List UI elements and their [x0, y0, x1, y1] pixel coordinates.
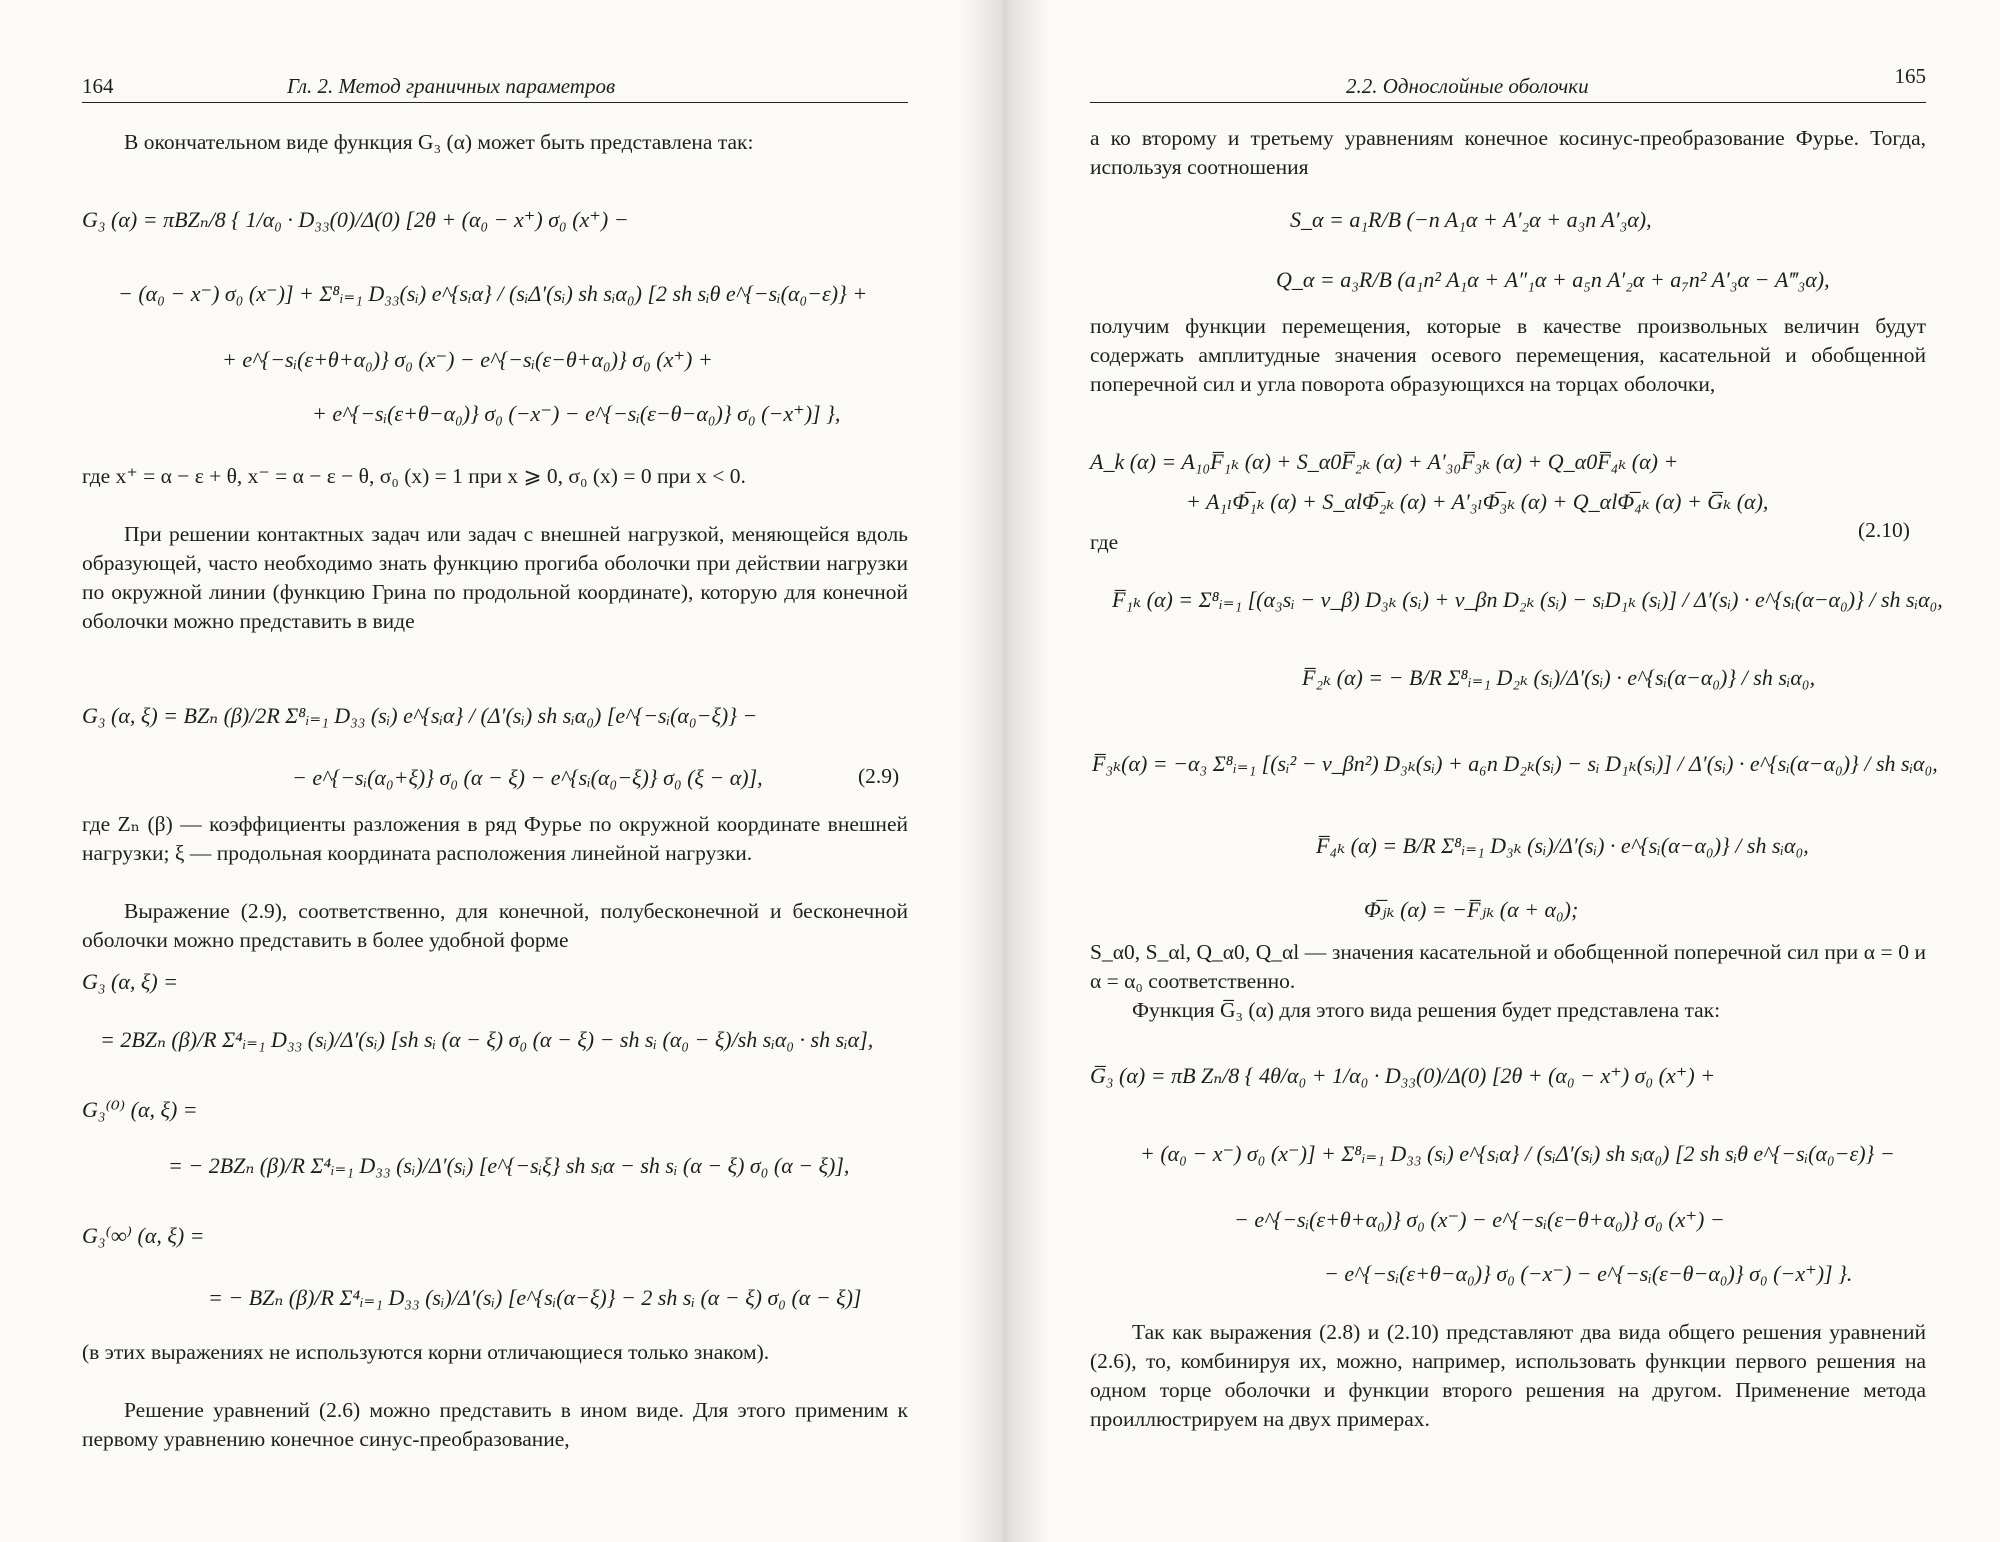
- equation-number: (2.9): [858, 764, 900, 788]
- equation-line: − (α₀ − x⁻) σ₀ (x⁻)] + Σ⁸ᵢ₌₁ D₃₃(sᵢ) e^{sᵢα} / (sᵢΔ′(sᵢ) sh sᵢα₀) [2 sh sᵢθ e^{−sᵢ(α₀−ε)} +: [118, 281, 868, 306]
- page-number: 164: [82, 74, 114, 98]
- equation-line: G₃ (α, ξ) = BZₙ (β)/2R Σ⁸ᵢ₌₁ D₃₃ (sᵢ) e^{sᵢα} / (Δ′(sᵢ) sh sᵢα₀) [e^{−sᵢ(α₀−ξ)} −: [82, 703, 758, 728]
- equation-line: G₃ (α) = πBZₙ/8 { 1/α₀ · D₃₃(0)/Δ(0) [2θ + (α₀ − x⁺) σ₀ (x⁺) −: [82, 207, 629, 232]
- equation-line: F̅₁ₖ (α) = Σ⁸ᵢ₌₁ [(α₃sᵢ − v_β) D₃ₖ (sᵢ) + v_βn D₂ₖ (sᵢ) − sᵢD₁ₖ (sᵢ)] / Δ′(sᵢ) · e^{sᵢ(α−α₀)} / sh sᵢα₀,: [1112, 587, 1943, 612]
- paragraph: где x⁺ = α − ε + θ, x⁻ = α − ε − θ, σ₀ (x) = 1 при x ⩾ 0, σ₀ (x) = 0 при x < 0.: [82, 464, 746, 488]
- equation-line: − e^{−sᵢ(α₀+ξ)} σ₀ (α − ξ) − e^{sᵢ(α₀−ξ)} σ₀ (ξ − α)],: [292, 765, 763, 790]
- paragraph: Решение уравнений (2.6) можно представить в ином виде. Для этого применим к первому уравнению конечное синус-преобразование,: [82, 1398, 908, 1451]
- equation-line: + (α₀ − x⁻) σ₀ (x⁻)] + Σ⁸ᵢ₌₁ D₃₃ (sᵢ) e^{sᵢα} / (sᵢΔ′(sᵢ) sh sᵢα₀) [2 sh sᵢθ e^{−sᵢ(α₀−ε)} −: [1140, 1141, 1895, 1166]
- equation-line: F̅₃ₖ(α) = −α₃ Σ⁸ᵢ₌₁ [(sᵢ² − v_βn²) D₃ₖ(sᵢ) + a₆n D₂ₖ(sᵢ) − sᵢ D₁ₖ(sᵢ)] / Δ′(sᵢ) · e^{sᵢ(α−α₀)} / sh sᵢα₀,: [1092, 751, 1938, 776]
- page-number: 165: [1894, 64, 1926, 88]
- paragraph: В окончательном виде функция G₃ (α) может быть представлена так:: [124, 130, 754, 154]
- equation-line: S_α = a₁R/B (−n A₁α + A′₂α + a₃n A′₃α),: [1290, 207, 1652, 232]
- equation-line: + A₁ₗΦ̅₁ₖ (α) + S_αlΦ̅₂ₖ (α) + A′₃ₗΦ̅₃ₖ (α) + Q_αlΦ̅₄ₖ (α) + G̅ₖ (α),: [1186, 489, 1769, 514]
- paragraph: где: [1090, 530, 1119, 554]
- equation-line: G₃⁽⁰⁾ (α, ξ) =: [82, 1097, 198, 1122]
- equation-line: + e^{−sᵢ(ε+θ+α₀)} σ₀ (x⁻) − e^{−sᵢ(ε−θ+α₀)} σ₀ (x⁺) +: [222, 347, 713, 372]
- book-gutter: [960, 0, 1050, 1542]
- left-running-head: [82, 70, 908, 103]
- equation-line: Q_α = a₃R/B (a₁n² A₁α + A″₁α + a₅n A′₂α + a₇n² A′₃α − A‴₃α),: [1276, 267, 1830, 292]
- equation-line: G₃⁽∞⁾ (α, ξ) =: [82, 1223, 205, 1248]
- equation-line: = − BZₙ (β)/R Σ⁴ᵢ₌₁ D₃₃ (sᵢ)/Δ′(sᵢ) [e^{sᵢ(α−ξ)} − 2 sh sᵢ (α − ξ) σ₀ (α − ξ)]: [208, 1285, 862, 1310]
- equation-line: G̅₃ (α) = πB Zₙ/8 { 4θ/α₀ + 1/α₀ · D₃₃(0)/Δ(0) [2θ + (α₀ − x⁺) σ₀ (x⁺) +: [1090, 1063, 1716, 1088]
- equation-line: Φ̅ⱼₖ (α) = −F̅ⱼₖ (α + α₀);: [1364, 897, 1579, 922]
- equation-line: = 2BZₙ (β)/R Σ⁴ᵢ₌₁ D₃₃ (sᵢ)/Δ′(sᵢ) [sh sᵢ (α − ξ) σ₀ (α − ξ) − sh sᵢ (α₀ − ξ)/sh sᵢα₀ · sh sᵢα],: [100, 1027, 874, 1052]
- paragraph: (в этих выражениях не используются корни отличающиеся только знаком).: [82, 1340, 770, 1364]
- equation-line: F̅₂ₖ (α) = − B/R Σ⁸ᵢ₌₁ D₂ₖ (sᵢ)/Δ′(sᵢ) · e^{sᵢ(α−α₀)} / sh sᵢα₀,: [1302, 665, 1816, 690]
- equation-line: + e^{−sᵢ(ε+θ−α₀)} σ₀ (−x⁻) − e^{−sᵢ(ε−θ−α₀)} σ₀ (−x⁺)] },: [312, 401, 841, 426]
- equation-line: F̅₄ₖ (α) = B/R Σ⁸ᵢ₌₁ D₃ₖ (sᵢ)/Δ′(sᵢ) · e^{sᵢ(α−α₀)} / sh sᵢα₀,: [1316, 833, 1809, 858]
- equation-line: − e^{−sᵢ(ε+θ−α₀)} σ₀ (−x⁻) − e^{−sᵢ(ε−θ−α₀)} σ₀ (−x⁺)] }.: [1324, 1261, 1853, 1286]
- running-title: 2.2. Однослойные оболочки: [1346, 74, 1589, 98]
- equation-line: A_k (α) = A₁₀F̅₁ₖ (α) + S_α0F̅₂ₖ (α) + A′₃₀F̅₃ₖ (α) + Q_α0F̅₄ₖ (α) +: [1090, 449, 1679, 474]
- paragraph: Выражение (2.9), соответственно, для конечной, полубесконечной и бесконечной оболочки можно представить в более удобной форме: [82, 899, 908, 952]
- paragraph: а ко второму и третьему уравнениям конечное косинус-преобразование Фурье. Тогда, используя соотношения: [1090, 126, 1926, 179]
- paragraph: Функция G̅₃ (α) для этого вида решения будет представлена так:: [1132, 998, 1721, 1022]
- equation-line: − e^{−sᵢ(ε+θ+α₀)} σ₀ (x⁻) − e^{−sᵢ(ε−θ+α₀)} σ₀ (x⁺) −: [1234, 1207, 1725, 1232]
- right-running-head: [1090, 64, 1926, 103]
- paragraph: где Zₙ (β) — коэффициенты разложения в ряд Фурье по окружной координате внешней нагрузки; ξ — продольная координата расположения линейной нагрузки.: [82, 812, 908, 865]
- running-title: Гл. 2. Метод граничных параметров: [287, 74, 616, 98]
- paragraph: Так как выражения (2.8) и (2.10) представляют два вида общего решения уравнений (2.6), то, комбинируя их, можно, например, использовать функции первого решения на одном торце оболочки и функции второго решения на другом. Применение метода проиллюстрируем на двух примерах.: [1090, 1320, 1926, 1431]
- paragraph: получим функции перемещения, которые в качестве произвольных величин будут содержать амплитудные значения осевого перемещения, касательной и обобщенной поперечной сил и угла поворота образующихся на торцах оболочки,: [1090, 314, 1926, 396]
- paragraph: При решении контактных задач или задач с внешней нагрузкой, меняющейся вдоль образующей, часто необходимо знать функцию прогиба оболочки при действии нагрузки по окружной линии (функцию Грина по продольной координате), которую для конечной оболочки можно представить в виде: [82, 522, 908, 633]
- equation-number: (2.10): [1858, 518, 1910, 542]
- equation-line: = − 2BZₙ (β)/R Σ⁴ᵢ₌₁ D₃₃ (sᵢ)/Δ′(sᵢ) [e^{−sᵢξ} sh sᵢα − sh sᵢ (α − ξ) σ₀ (α − ξ)],: [168, 1153, 850, 1178]
- equation-line: G₃ (α, ξ) =: [82, 969, 179, 994]
- paragraph: S_α0, S_αl, Q_α0, Q_αl — значения касательной и обобщенной поперечной сил при α = 0 и α = α₀ соответственно.: [1090, 940, 1926, 993]
